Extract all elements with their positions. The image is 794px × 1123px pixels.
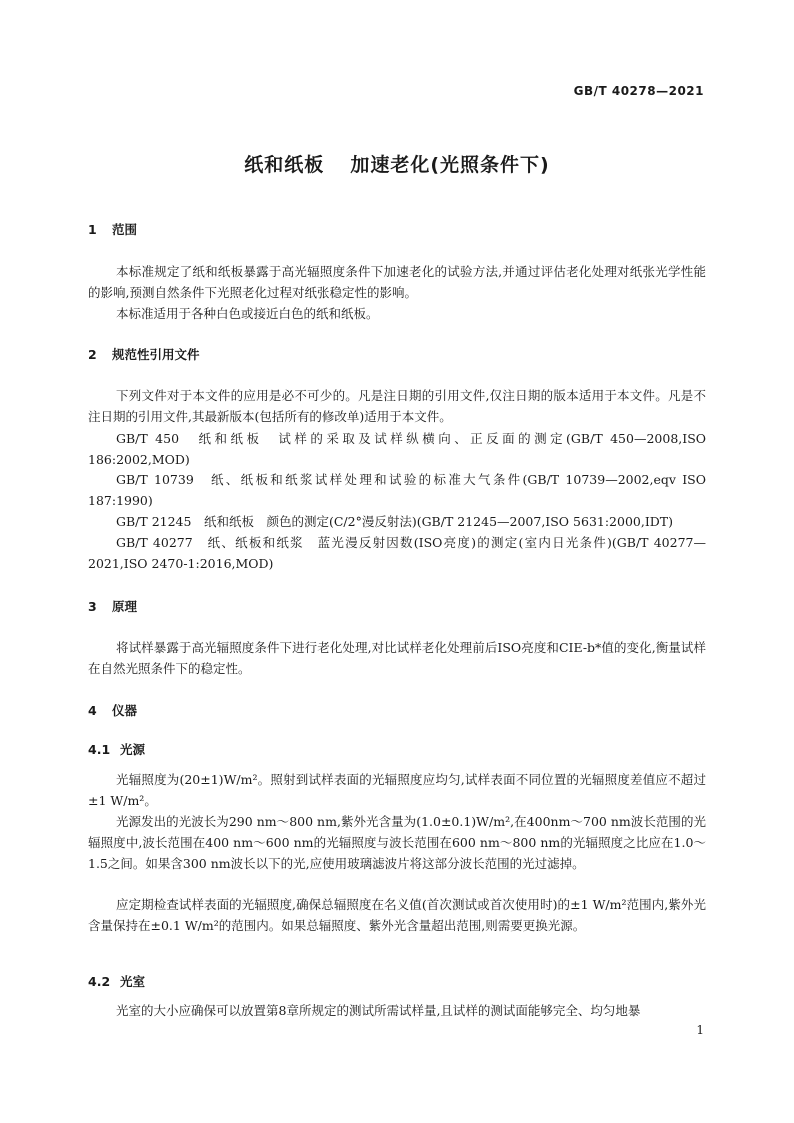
page-number: 1 [696, 1023, 704, 1037]
standard-code: GB/T 40278—2021 [573, 84, 704, 98]
section-heading-3: 3 原理 [88, 599, 138, 614]
section-3-paragraph-1: 将试样暴露于高光辐照度条件下进行老化处理,对比试样老化处理前后ISO亮度和CIE-b*值的变化,衡量试样在自然光照条件下的稳定性。 [88, 640, 706, 676]
section-heading-1: 1 范围 [88, 222, 138, 237]
reference-gbt-40277: GB/T 40277 纸、纸板和纸浆 蓝光漫反射因数(ISO亮度)的测定(室内日光条件)(GB/T 40277—2021,ISO 2470-1:2016,MOD) [88, 535, 706, 571]
section-1-paragraph-2: 本标准适用于各种白色或接近白色的纸和纸板。 [116, 306, 379, 321]
section-heading-4: 4 仪器 [88, 703, 138, 718]
section-4-2-paragraph-1: 光室的大小应确保可以放置第8章所规定的测试所需试样量,且试样的测试面能够完全、均匀地暴 [116, 1003, 641, 1018]
title-part-2: 加速老化(光照条件下) [350, 154, 550, 176]
section-2-paragraph-1: 下列文件对于本文件的应用是必不可少的。凡是注日期的引用文件,仅注日期的版本适用于本文件。凡是不注日期的引用文件,其最新版本(包括所有的修改单)适用于本文件。 [88, 388, 706, 424]
section-4-1-paragraph-1: 光辐照度为(20±1)W/m²。照射到试样表面的光辐照度应均匀,试样表面不同位置的光辐照度差值应不超过±1 W/m²。 [88, 772, 706, 808]
section-heading-4-2: 4.2 光室 [88, 974, 146, 989]
reference-gbt-10739: GB/T 10739 纸、纸板和纸浆试样处理和试验的标准大气条件(GB/T 10739—2002,eqv ISO 187:1990) [88, 472, 706, 508]
section-heading-2: 2 规范性引用文件 [88, 347, 200, 362]
section-4-1-paragraph-2: 光源发出的光波长为290 nm～800 nm,紫外光含量为(1.0±0.1)W/m²,在400nm～700 nm波长范围的光辐照度中,波长范围在400 nm～600 nm的光辐照度与波长范围在600 nm～800 nm的光辐照度之比应在1.0～1.5之间。如果含300 nm波长以下的光,应使用玻璃滤波片将这部分波长范围的光过滤掉。 [88, 814, 706, 871]
section-heading-4-1: 4.1 光源 [88, 742, 146, 757]
title-part-1: 纸和纸板 [244, 154, 325, 176]
document-title [0, 150, 794, 177]
reference-gbt-450: GB/T 450 纸和纸板 试样的采取及试样纵横向、正反面的测定(GB/T 450—2008,ISO 186:2002,MOD) [88, 431, 706, 467]
section-4-1-paragraph-3: 应定期检查试样表面的光辐照度,确保总辐照度在名义值(首次测试或首次使用时)的±1 W/m²范围内,紫外光含量保持在±0.1 W/m²的范围内。如果总辐照度、紫外光含量超出范围,则需要更换光源。 [88, 897, 706, 933]
section-1-paragraph-1: 本标准规定了纸和纸板暴露于高光辐照度条件下加速老化的试验方法,并通过评估老化处理对纸张光学性能的影响,预测自然条件下光照老化过程对纸张稳定性的影响。 [88, 264, 706, 300]
reference-gbt-21245: GB/T 21245 纸和纸板 颜色的测定(C/2°漫反射法)(GB/T 21245—2007,ISO 5631:2000,IDT) [116, 514, 674, 529]
